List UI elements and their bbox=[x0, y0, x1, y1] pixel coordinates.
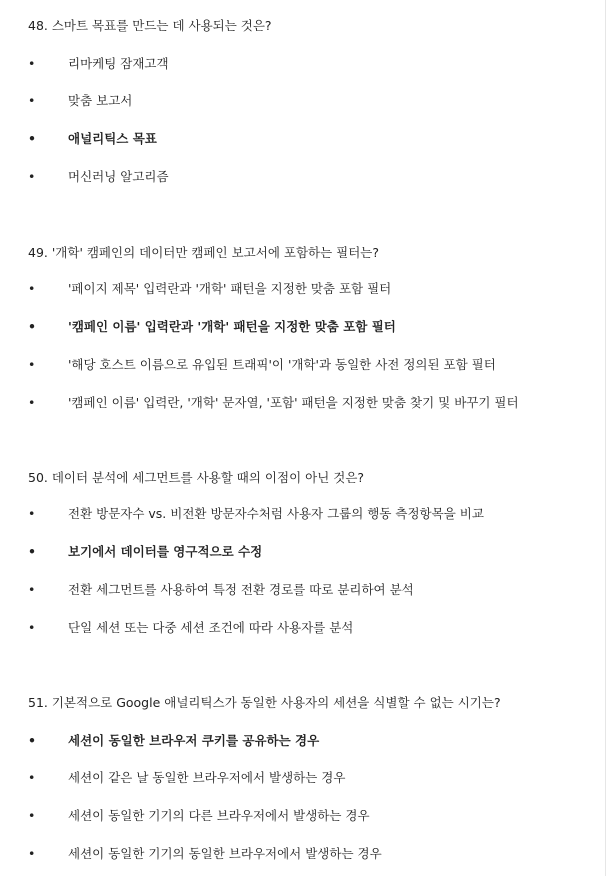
option-text: 보기에서 데이터를 영구적으로 수정 bbox=[68, 544, 263, 559]
bullet: • bbox=[28, 131, 36, 146]
option-text: 리마케팅 잠재고객 bbox=[68, 56, 169, 71]
bullet: • bbox=[28, 544, 36, 559]
option bbox=[28, 769, 598, 787]
option bbox=[28, 845, 598, 863]
option bbox=[28, 581, 598, 599]
option-correct bbox=[28, 318, 598, 336]
option-text: 세션이 동일한 브라우저 쿠키를 공유하는 경우 bbox=[68, 733, 320, 748]
option-text: 애널리틱스 목표 bbox=[68, 131, 157, 146]
option-correct bbox=[28, 130, 598, 148]
option bbox=[28, 55, 598, 73]
bullet: • bbox=[28, 281, 36, 296]
option-correct bbox=[28, 543, 598, 561]
option-text: '캠페인 이름' 입력란과 '개학' 패턴을 지정한 맞춤 포함 필터 bbox=[68, 319, 396, 334]
bullet: • bbox=[28, 620, 36, 635]
bullet: • bbox=[28, 357, 36, 372]
option-text: 세션이 동일한 기기의 다른 브라우저에서 발생하는 경우 bbox=[68, 808, 370, 823]
option-text: '해당 호스트 이름으로 유입된 트래픽'이 '개학'과 동일한 사전 정의된 포함 필터 bbox=[68, 357, 496, 372]
bullet: • bbox=[28, 582, 36, 597]
option bbox=[28, 356, 598, 374]
option-text: 맞춤 보고서 bbox=[68, 93, 133, 108]
bullet: • bbox=[28, 846, 36, 861]
option-text: 전환 세그먼트를 사용하여 특정 전환 경로를 따로 분리하여 분석 bbox=[68, 582, 414, 597]
option-text: '페이지 제목' 입력란과 '개학' 패턴을 지정한 맞춤 포함 필터 bbox=[68, 281, 392, 296]
bullet: • bbox=[28, 395, 36, 410]
option bbox=[28, 280, 598, 298]
question-title: 49. '개학' 캠페인의 데이터만 캠페인 보고서에 포함하는 필터는? bbox=[28, 245, 380, 260]
option bbox=[28, 505, 598, 523]
option-text: 단일 세션 또는 다중 세션 조건에 따라 사용자를 분석 bbox=[68, 620, 354, 635]
option bbox=[28, 619, 598, 637]
question-title: 51. 기본적으로 Google 애널리틱스가 동일한 사용자의 세션을 식별할 수 없는 시기는? bbox=[28, 695, 501, 710]
option-text: 전환 방문자수 vs. 비전환 방문자수처럼 사용자 그룹의 행동 측정항목을 비교 bbox=[68, 506, 484, 521]
bullet: • bbox=[28, 733, 36, 748]
bullet: • bbox=[28, 770, 36, 785]
option-correct bbox=[28, 732, 598, 750]
option-text: '캠페인 이름' 입력란, '개학' 문자열, '포함' 패턴을 지정한 맞춤 찾기 및 바꾸기 필터 bbox=[68, 395, 519, 410]
question-title: 50. 데이터 분석에 세그먼트를 사용할 때의 이점이 아닌 것은? bbox=[28, 470, 365, 485]
option bbox=[28, 168, 598, 186]
option-text: 세션이 같은 날 동일한 브라우저에서 발생하는 경우 bbox=[68, 770, 346, 785]
option-text: 머신러닝 알고리즘 bbox=[68, 169, 169, 184]
bullet: • bbox=[28, 93, 36, 108]
bullet: • bbox=[28, 506, 36, 521]
option bbox=[28, 807, 598, 825]
bullet: • bbox=[28, 319, 36, 334]
bullet: • bbox=[28, 169, 36, 184]
bullet: • bbox=[28, 808, 36, 823]
option bbox=[28, 394, 598, 412]
option-text: 세션이 동일한 기기의 동일한 브라우저에서 발생하는 경우 bbox=[68, 846, 382, 861]
question-title: 48. 스마트 목표를 만드는 데 사용되는 것은? bbox=[28, 18, 272, 33]
bullet: • bbox=[28, 56, 36, 71]
option bbox=[28, 92, 598, 110]
